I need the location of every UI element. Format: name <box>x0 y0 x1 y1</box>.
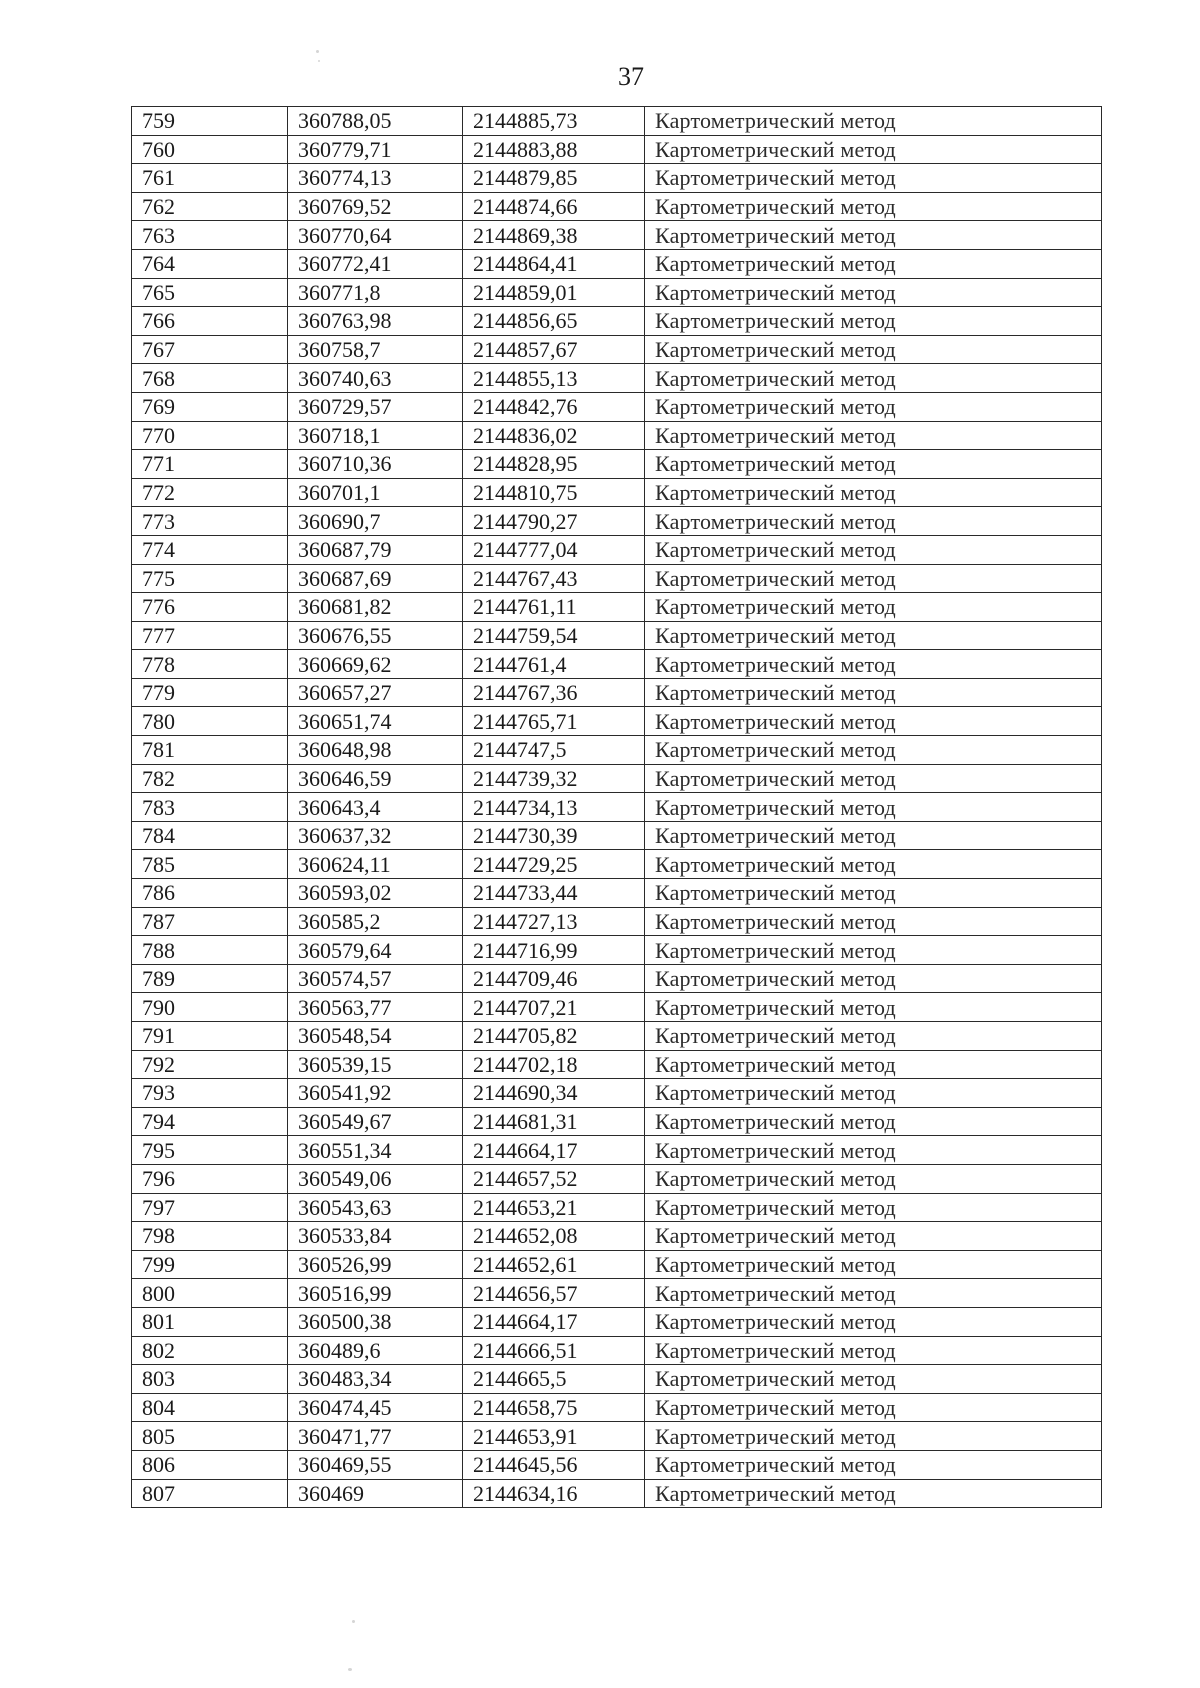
table-row <box>132 164 1102 193</box>
cell-point-number: 770 <box>132 421 288 450</box>
cell-y-coordinate: 2144664,17 <box>463 1307 645 1336</box>
cell-y-coordinate: 2144765,71 <box>463 707 645 736</box>
cell-x-coordinate: 360516,99 <box>288 1279 463 1308</box>
cell-method: Картометрический метод <box>645 192 1102 221</box>
cell-x-coordinate: 360758,7 <box>288 335 463 364</box>
table-row <box>132 678 1102 707</box>
cell-point-number: 769 <box>132 392 288 421</box>
cell-y-coordinate: 2144767,43 <box>463 564 645 593</box>
cell-method: Картометрический метод <box>645 335 1102 364</box>
cell-method: Картометрический метод <box>645 593 1102 622</box>
cell-point-number: 764 <box>132 249 288 278</box>
scan-speck <box>348 1668 352 1671</box>
cell-y-coordinate: 2144705,82 <box>463 1022 645 1051</box>
cell-method: Картометрический метод <box>645 678 1102 707</box>
cell-method: Картометрический метод <box>645 1336 1102 1365</box>
cell-x-coordinate: 360593,02 <box>288 879 463 908</box>
cell-y-coordinate: 2144810,75 <box>463 478 645 507</box>
cell-x-coordinate: 360585,2 <box>288 907 463 936</box>
table-row <box>132 1164 1102 1193</box>
cell-point-number: 805 <box>132 1422 288 1451</box>
table-row <box>132 793 1102 822</box>
cell-x-coordinate: 360657,27 <box>288 678 463 707</box>
cell-y-coordinate: 2144836,02 <box>463 421 645 450</box>
cell-point-number: 772 <box>132 478 288 507</box>
cell-method: Картометрический метод <box>645 650 1102 679</box>
cell-y-coordinate: 2144733,44 <box>463 879 645 908</box>
table-row <box>132 1279 1102 1308</box>
table-row <box>132 535 1102 564</box>
cell-y-coordinate: 2144666,51 <box>463 1336 645 1365</box>
cell-point-number: 785 <box>132 850 288 879</box>
cell-y-coordinate: 2144645,56 <box>463 1450 645 1479</box>
cell-point-number: 788 <box>132 936 288 965</box>
cell-x-coordinate: 360740,63 <box>288 364 463 393</box>
cell-point-number: 794 <box>132 1107 288 1136</box>
cell-y-coordinate: 2144709,46 <box>463 964 645 993</box>
cell-point-number: 789 <box>132 964 288 993</box>
cell-y-coordinate: 2144729,25 <box>463 850 645 879</box>
cell-y-coordinate: 2144855,13 <box>463 364 645 393</box>
cell-x-coordinate: 360770,64 <box>288 221 463 250</box>
table-row <box>132 249 1102 278</box>
cell-y-coordinate: 2144869,38 <box>463 221 645 250</box>
cell-x-coordinate: 360648,98 <box>288 736 463 765</box>
cell-point-number: 784 <box>132 821 288 850</box>
table-row <box>132 1107 1102 1136</box>
cell-method: Картометрический метод <box>645 1450 1102 1479</box>
cell-y-coordinate: 2144857,67 <box>463 335 645 364</box>
table-row <box>132 1450 1102 1479</box>
cell-x-coordinate: 360574,57 <box>288 964 463 993</box>
cell-method: Картометрический метод <box>645 307 1102 336</box>
cell-method: Картометрический метод <box>645 936 1102 965</box>
cell-y-coordinate: 2144767,36 <box>463 678 645 707</box>
cell-x-coordinate: 360551,34 <box>288 1136 463 1165</box>
cell-point-number: 776 <box>132 593 288 622</box>
cell-method: Картометрический метод <box>645 1279 1102 1308</box>
cell-y-coordinate: 2144716,99 <box>463 936 645 965</box>
cell-point-number: 803 <box>132 1365 288 1394</box>
cell-y-coordinate: 2144842,76 <box>463 392 645 421</box>
cell-method: Картометрический метод <box>645 249 1102 278</box>
cell-y-coordinate: 2144747,5 <box>463 736 645 765</box>
cell-method: Картометрический метод <box>645 850 1102 879</box>
cell-y-coordinate: 2144885,73 <box>463 107 645 136</box>
table-row <box>132 1022 1102 1051</box>
cell-point-number: 760 <box>132 135 288 164</box>
cell-point-number: 806 <box>132 1450 288 1479</box>
cell-x-coordinate: 360788,05 <box>288 107 463 136</box>
table-row <box>132 1307 1102 1336</box>
cell-x-coordinate: 360687,79 <box>288 535 463 564</box>
cell-point-number: 779 <box>132 678 288 707</box>
table-row <box>132 392 1102 421</box>
cell-point-number: 767 <box>132 335 288 364</box>
cell-method: Картометрический метод <box>645 964 1102 993</box>
table-row <box>132 107 1102 136</box>
cell-point-number: 807 <box>132 1479 288 1508</box>
table-row <box>132 593 1102 622</box>
cell-method: Картометрический метод <box>645 392 1102 421</box>
table-row <box>132 621 1102 650</box>
table-row <box>132 478 1102 507</box>
cell-point-number: 765 <box>132 278 288 307</box>
cell-method: Картометрический метод <box>645 107 1102 136</box>
cell-point-number: 801 <box>132 1307 288 1336</box>
cell-y-coordinate: 2144790,27 <box>463 507 645 536</box>
cell-method: Картометрический метод <box>645 364 1102 393</box>
cell-point-number: 786 <box>132 879 288 908</box>
table-row <box>132 1250 1102 1279</box>
cell-y-coordinate: 2144658,75 <box>463 1393 645 1422</box>
cell-point-number: 795 <box>132 1136 288 1165</box>
cell-point-number: 802 <box>132 1336 288 1365</box>
cell-method: Картометрический метод <box>645 707 1102 736</box>
table-row <box>132 1422 1102 1451</box>
cell-method: Картометрический метод <box>645 1079 1102 1108</box>
cell-x-coordinate: 360643,4 <box>288 793 463 822</box>
cell-point-number: 775 <box>132 564 288 593</box>
cell-method: Картометрический метод <box>645 1022 1102 1051</box>
scan-speck <box>316 50 319 53</box>
table-row <box>132 278 1102 307</box>
cell-y-coordinate: 2144652,08 <box>463 1222 645 1251</box>
cell-method: Картометрический метод <box>645 421 1102 450</box>
cell-y-coordinate: 2144828,95 <box>463 450 645 479</box>
cell-y-coordinate: 2144864,41 <box>463 249 645 278</box>
cell-y-coordinate: 2144634,16 <box>463 1479 645 1508</box>
table-row <box>132 764 1102 793</box>
cell-point-number: 792 <box>132 1050 288 1079</box>
table-row <box>132 307 1102 336</box>
cell-point-number: 766 <box>132 307 288 336</box>
cell-y-coordinate: 2144690,34 <box>463 1079 645 1108</box>
table-row <box>132 192 1102 221</box>
cell-point-number: 774 <box>132 535 288 564</box>
table-row <box>132 650 1102 679</box>
cell-method: Картометрический метод <box>645 564 1102 593</box>
cell-y-coordinate: 2144681,31 <box>463 1107 645 1136</box>
cell-x-coordinate: 360676,55 <box>288 621 463 650</box>
cell-x-coordinate: 360687,69 <box>288 564 463 593</box>
cell-y-coordinate: 2144761,4 <box>463 650 645 679</box>
cell-method: Картометрический метод <box>645 1193 1102 1222</box>
cell-x-coordinate: 360681,82 <box>288 593 463 622</box>
cell-y-coordinate: 2144759,54 <box>463 621 645 650</box>
cell-point-number: 761 <box>132 164 288 193</box>
cell-y-coordinate: 2144664,17 <box>463 1136 645 1165</box>
cell-y-coordinate: 2144665,5 <box>463 1365 645 1394</box>
cell-x-coordinate: 360539,15 <box>288 1050 463 1079</box>
cell-method: Картометрический метод <box>645 1107 1102 1136</box>
cell-x-coordinate: 360543,63 <box>288 1193 463 1222</box>
cell-point-number: 782 <box>132 764 288 793</box>
cell-method: Картометрический метод <box>645 278 1102 307</box>
cell-x-coordinate: 360690,7 <box>288 507 463 536</box>
cell-method: Картометрический метод <box>645 1164 1102 1193</box>
cell-method: Картометрический метод <box>645 879 1102 908</box>
cell-point-number: 771 <box>132 450 288 479</box>
cell-point-number: 781 <box>132 736 288 765</box>
cell-x-coordinate: 360489,6 <box>288 1336 463 1365</box>
cell-y-coordinate: 2144883,88 <box>463 135 645 164</box>
scan-speck <box>318 60 320 62</box>
cell-x-coordinate: 360771,8 <box>288 278 463 307</box>
cell-x-coordinate: 360763,98 <box>288 307 463 336</box>
table-row <box>132 135 1102 164</box>
cell-point-number: 797 <box>132 1193 288 1222</box>
cell-x-coordinate: 360772,41 <box>288 249 463 278</box>
cell-x-coordinate: 360729,57 <box>288 392 463 421</box>
cell-y-coordinate: 2144702,18 <box>463 1050 645 1079</box>
table-row <box>132 1365 1102 1394</box>
cell-x-coordinate: 360769,52 <box>288 192 463 221</box>
cell-y-coordinate: 2144656,57 <box>463 1279 645 1308</box>
table-row <box>132 736 1102 765</box>
cell-x-coordinate: 360710,36 <box>288 450 463 479</box>
cell-x-coordinate: 360541,92 <box>288 1079 463 1108</box>
cell-x-coordinate: 360701,1 <box>288 478 463 507</box>
cell-x-coordinate: 360469,55 <box>288 1450 463 1479</box>
cell-y-coordinate: 2144761,11 <box>463 593 645 622</box>
table-row <box>132 1136 1102 1165</box>
cell-point-number: 791 <box>132 1022 288 1051</box>
cell-point-number: 787 <box>132 907 288 936</box>
table-row <box>132 1050 1102 1079</box>
cell-point-number: 762 <box>132 192 288 221</box>
table-row <box>132 221 1102 250</box>
table-row <box>132 364 1102 393</box>
table-body <box>132 107 1102 1508</box>
cell-x-coordinate: 360718,1 <box>288 421 463 450</box>
table-row <box>132 964 1102 993</box>
table-row <box>132 564 1102 593</box>
cell-y-coordinate: 2144777,04 <box>463 535 645 564</box>
cell-y-coordinate: 2144730,39 <box>463 821 645 850</box>
table-row <box>132 907 1102 936</box>
table-row <box>132 1222 1102 1251</box>
cell-x-coordinate: 360563,77 <box>288 993 463 1022</box>
coordinates-table-container <box>131 106 1101 1508</box>
cell-y-coordinate: 2144874,66 <box>463 192 645 221</box>
cell-point-number: 780 <box>132 707 288 736</box>
cell-x-coordinate: 360469 <box>288 1479 463 1508</box>
cell-x-coordinate: 360533,84 <box>288 1222 463 1251</box>
cell-method: Картометрический метод <box>645 736 1102 765</box>
table-row <box>132 507 1102 536</box>
cell-y-coordinate: 2144653,21 <box>463 1193 645 1222</box>
cell-method: Картометрический метод <box>645 1050 1102 1079</box>
cell-y-coordinate: 2144879,85 <box>463 164 645 193</box>
table-row <box>132 335 1102 364</box>
cell-point-number: 763 <box>132 221 288 250</box>
cell-point-number: 800 <box>132 1279 288 1308</box>
cell-y-coordinate: 2144707,21 <box>463 993 645 1022</box>
cell-point-number: 759 <box>132 107 288 136</box>
table-row <box>132 421 1102 450</box>
cell-method: Картометрический метод <box>645 907 1102 936</box>
cell-y-coordinate: 2144734,13 <box>463 793 645 822</box>
cell-point-number: 796 <box>132 1164 288 1193</box>
cell-x-coordinate: 360483,34 <box>288 1365 463 1394</box>
cell-x-coordinate: 360474,45 <box>288 1393 463 1422</box>
table-row <box>132 1193 1102 1222</box>
cell-point-number: 790 <box>132 993 288 1022</box>
cell-method: Картометрический метод <box>645 821 1102 850</box>
table-row <box>132 821 1102 850</box>
cell-method: Картометрический метод <box>645 1479 1102 1508</box>
cell-x-coordinate: 360549,06 <box>288 1164 463 1193</box>
cell-point-number: 768 <box>132 364 288 393</box>
cell-method: Картометрический метод <box>645 1422 1102 1451</box>
cell-method: Картометрический метод <box>645 1365 1102 1394</box>
cell-method: Картометрический метод <box>645 164 1102 193</box>
cell-point-number: 778 <box>132 650 288 679</box>
cell-method: Картометрический метод <box>645 993 1102 1022</box>
table-row <box>132 936 1102 965</box>
cell-point-number: 798 <box>132 1222 288 1251</box>
cell-y-coordinate: 2144859,01 <box>463 278 645 307</box>
cell-x-coordinate: 360526,99 <box>288 1250 463 1279</box>
cell-method: Картометрический метод <box>645 764 1102 793</box>
cell-x-coordinate: 360669,62 <box>288 650 463 679</box>
cell-method: Картометрический метод <box>645 478 1102 507</box>
cell-y-coordinate: 2144727,13 <box>463 907 645 936</box>
table-row <box>132 1393 1102 1422</box>
cell-y-coordinate: 2144653,91 <box>463 1422 645 1451</box>
cell-method: Картометрический метод <box>645 221 1102 250</box>
scan-speck <box>352 1620 355 1623</box>
cell-y-coordinate: 2144657,52 <box>463 1164 645 1193</box>
cell-method: Картометрический метод <box>645 135 1102 164</box>
cell-x-coordinate: 360651,74 <box>288 707 463 736</box>
table-row <box>132 879 1102 908</box>
cell-x-coordinate: 360774,13 <box>288 164 463 193</box>
cell-method: Картометрический метод <box>645 1250 1102 1279</box>
cell-method: Картометрический метод <box>645 1307 1102 1336</box>
table-row <box>132 707 1102 736</box>
cell-point-number: 793 <box>132 1079 288 1108</box>
cell-point-number: 804 <box>132 1393 288 1422</box>
cell-method: Картометрический метод <box>645 507 1102 536</box>
cell-x-coordinate: 360548,54 <box>288 1022 463 1051</box>
cell-point-number: 799 <box>132 1250 288 1279</box>
cell-y-coordinate: 2144739,32 <box>463 764 645 793</box>
cell-x-coordinate: 360549,67 <box>288 1107 463 1136</box>
cell-point-number: 777 <box>132 621 288 650</box>
cell-x-coordinate: 360637,32 <box>288 821 463 850</box>
table-row <box>132 1336 1102 1365</box>
cell-y-coordinate: 2144652,61 <box>463 1250 645 1279</box>
cell-point-number: 773 <box>132 507 288 536</box>
cell-x-coordinate: 360624,11 <box>288 850 463 879</box>
cell-method: Картометрический метод <box>645 1393 1102 1422</box>
cell-method: Картометрический метод <box>645 450 1102 479</box>
cell-method: Картометрический метод <box>645 1136 1102 1165</box>
cell-x-coordinate: 360579,64 <box>288 936 463 965</box>
table-row <box>132 1479 1102 1508</box>
cell-x-coordinate: 360471,77 <box>288 1422 463 1451</box>
cell-method: Картометрический метод <box>645 621 1102 650</box>
cell-x-coordinate: 360500,38 <box>288 1307 463 1336</box>
cell-point-number: 783 <box>132 793 288 822</box>
table-row <box>132 450 1102 479</box>
coordinates-table <box>131 106 1102 1508</box>
cell-method: Картометрический метод <box>645 793 1102 822</box>
cell-method: Картометрический метод <box>645 1222 1102 1251</box>
cell-y-coordinate: 2144856,65 <box>463 307 645 336</box>
cell-x-coordinate: 360646,59 <box>288 764 463 793</box>
table-row <box>132 1079 1102 1108</box>
table-row <box>132 993 1102 1022</box>
table-row <box>132 850 1102 879</box>
page-number: 37 <box>618 62 644 91</box>
cell-x-coordinate: 360779,71 <box>288 135 463 164</box>
cell-method: Картометрический метод <box>645 535 1102 564</box>
